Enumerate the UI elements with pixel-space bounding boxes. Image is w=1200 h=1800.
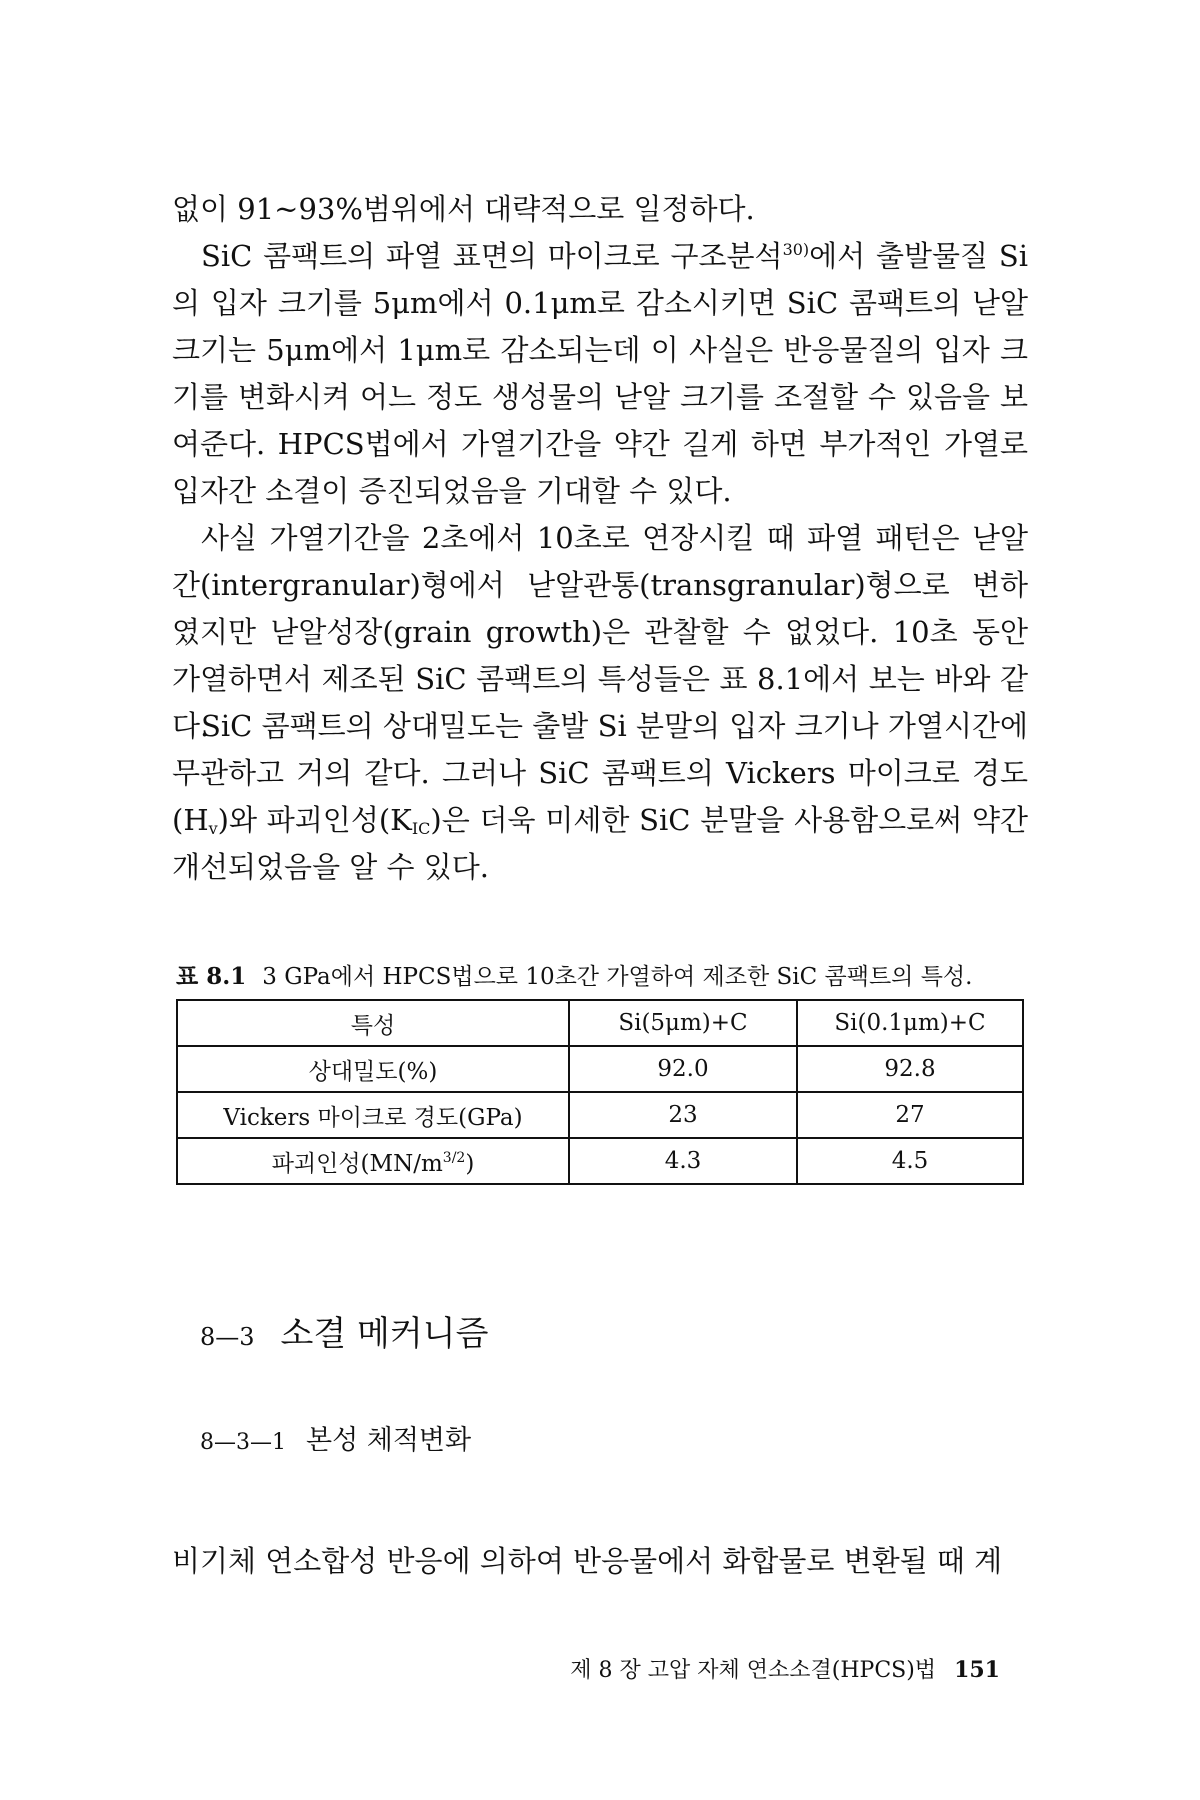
table-header-cell: Si(0.1μm)+C bbox=[797, 1000, 1023, 1046]
table-cell-property bbox=[177, 1138, 569, 1184]
property-text: ) bbox=[465, 1150, 475, 1177]
paragraph-text: 에서 출발물질 Si의 입자 크기를 5μm에서 0.1μm로 감소시키면 SiC 콤팩트의 낟알 크기는 5μm에서 1μm로 감소되는데 이 사실은 반응물질의 입자 크기를 변화시켜 어느 정도 생성물의 낟알 크기를 조절할 수 있음을 보여준다. HPCS법에서 가열기간을 약간 길게 하면 부가적인 가열로 입자간 소결이 증진되었음을 기대할 수 있다. bbox=[172, 239, 1028, 508]
paragraph-microstructure bbox=[172, 233, 1028, 515]
section-heading bbox=[200, 1306, 488, 1355]
subsection-heading bbox=[200, 1418, 471, 1457]
section-number: 8—3 bbox=[200, 1323, 255, 1351]
page-footer bbox=[570, 1653, 1000, 1684]
table-row bbox=[177, 1092, 1023, 1138]
table-cell-value: 4.5 bbox=[797, 1138, 1023, 1184]
table-cell-property: Vickers 마이크로 경도(GPa) bbox=[177, 1092, 569, 1138]
paragraph-text: 없이 91~93%범위에서 대략적으로 일정하다. bbox=[172, 192, 755, 226]
paragraph-text: SiC 콤팩트의 파열 표면의 마이크로 구조분석 bbox=[201, 239, 783, 273]
paragraph-continuation bbox=[172, 186, 1028, 233]
footer-chapter: 제 8 장 고압 자체 연소소결(HPCS)법 bbox=[570, 1658, 937, 1683]
table-caption-text: 3 GPa에서 HPCS법으로 10초간 가열하여 제조한 SiC 콤팩트의 특성. bbox=[262, 964, 973, 990]
table-header-row bbox=[177, 1000, 1023, 1046]
table-caption-label: 표 8.1 bbox=[176, 963, 247, 990]
table-row bbox=[177, 1046, 1023, 1092]
paragraph-text: 비기체 연소합성 반응에 의하여 반응물에서 화합물로 변환될 때 계 bbox=[172, 1544, 1003, 1578]
table-caption bbox=[176, 958, 972, 991]
reference-superscript: 30) bbox=[782, 240, 810, 259]
paragraph-text: SiC 콤팩트의 상대밀도는 출발 Si 분말의 입자 크기나 가열시간에 무관하고 거의 같다. 그러나 SiC 콤팩트의 Vickers 마이크로 경도 (H bbox=[172, 709, 1028, 837]
property-text: 파괴인성(MN/m bbox=[271, 1150, 443, 1177]
section-title: 소결 메커니즘 bbox=[280, 1314, 489, 1354]
table-cell-value: 23 bbox=[569, 1092, 797, 1138]
subscript-ic: IC bbox=[411, 819, 431, 838]
paragraph-last bbox=[172, 1538, 1028, 1585]
table-row bbox=[177, 1138, 1023, 1184]
table-cell-value: 92.8 bbox=[797, 1046, 1023, 1092]
properties-table bbox=[176, 999, 1024, 1185]
table-cell-value: 92.0 bbox=[569, 1046, 797, 1092]
table-cell-value: 27 bbox=[797, 1092, 1023, 1138]
paragraph-text: )은 더욱 미세한 SiC 분말을 사용함으로써 약간 개선되었음을 알 수 있다. bbox=[172, 803, 1028, 884]
paragraph-text: )와 파괴인성(K bbox=[217, 803, 412, 837]
page-number: 151 bbox=[954, 1657, 1000, 1683]
paragraph-text: 사실 가열기간을 2초에서 10초로 연장시킬 때 파열 패턴은 낟알간(intergranular)형에서 낟알관통(transgranular)형으로 변하였지만 낟알성장(grain growth)은 관찰할 수 없었다. 10초 동안 가열하면서 제조된 SiC 콤팩트의 특성들은 표 8.1에서 보는 바와 같다. bbox=[172, 521, 1028, 743]
subscript-v: v bbox=[208, 819, 218, 838]
subsection-number: 8—3—1 bbox=[200, 1430, 286, 1455]
table-header-cell: 특성 bbox=[177, 1000, 569, 1046]
table-header-cell: Si(5μm)+C bbox=[569, 1000, 797, 1046]
table-cell-property: 상대밀도(%) bbox=[177, 1046, 569, 1092]
subsection-title: 본성 체적변화 bbox=[306, 1425, 472, 1456]
paragraph-relative-density bbox=[172, 703, 1028, 891]
unit-superscript: 3/2 bbox=[442, 1149, 466, 1166]
table-cell-value: 4.3 bbox=[569, 1138, 797, 1184]
